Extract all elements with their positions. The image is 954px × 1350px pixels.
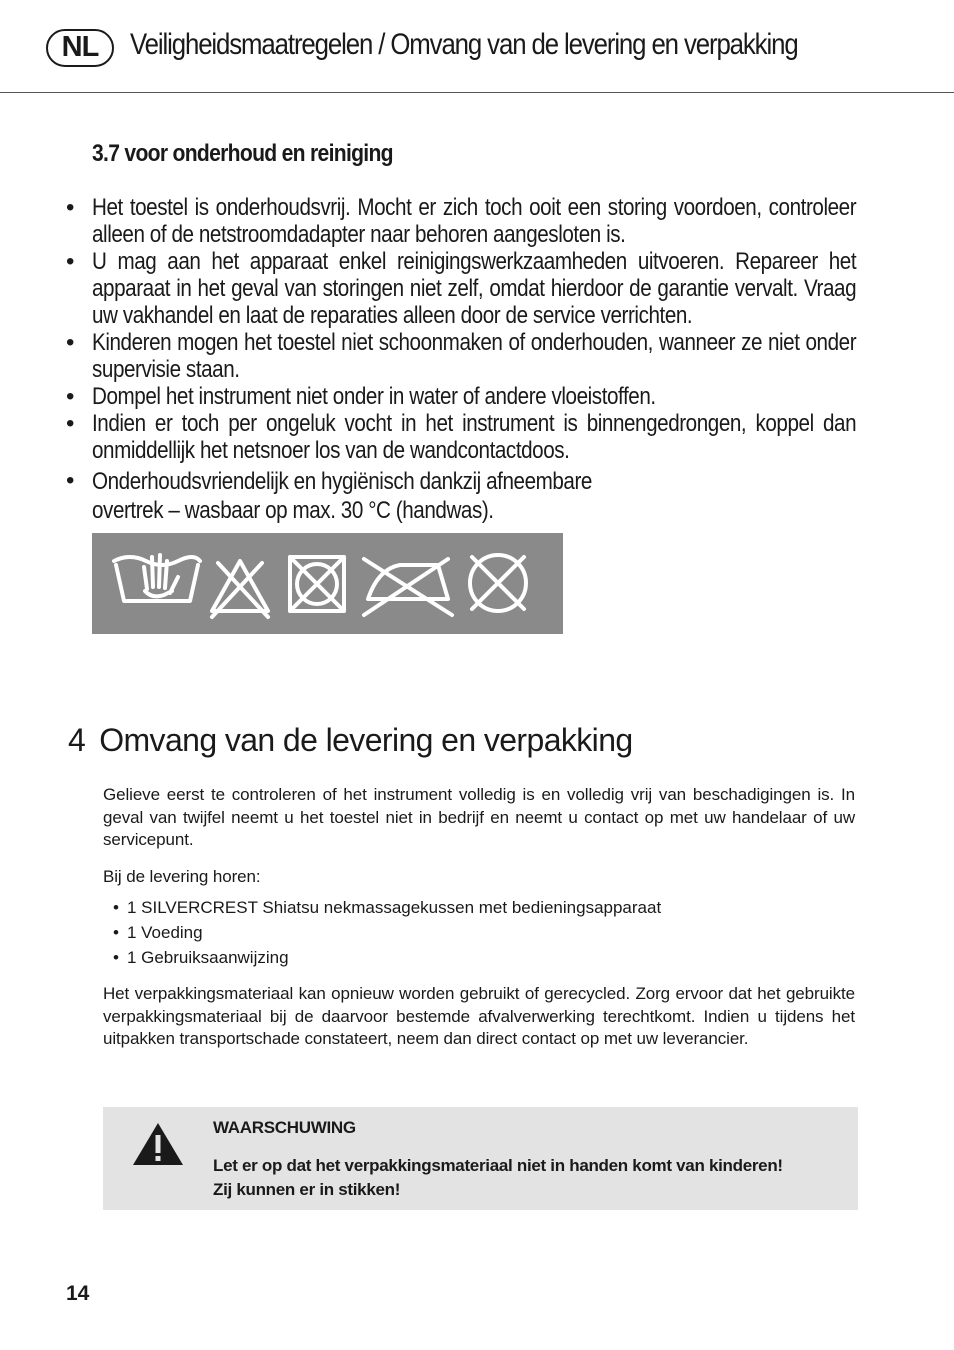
bullet-text: [92, 467, 856, 525]
care-symbols-panel: [92, 533, 563, 634]
intro-paragraph: Gelieve eerst te controleren of het instrument volledig is en volledig vrij van beschadigingen is. In geval van twijfel neemt u het toestel niet in bedrijf en neemt u contact op met uw handelaar of uw servicepunt.: [103, 785, 855, 849]
bullet-item: • Kinderen mogen het toestel niet schoonmaken of onderhouden, wanneer ze niet onder supervisie staan.: [66, 329, 857, 383]
delivery-label: Bij de levering horen:: [103, 867, 261, 886]
bullet-text: U mag aan het apparaat enkel reinigingswerkzaamheden uitvoeren. Repareer het apparaat in het geval van storingen niet zelf, omdat hierdoor de garantie vervalt. Vraag uw vakhandel en laat de reparaties alleen door de service verrichten.: [92, 248, 857, 329]
packaging-paragraph: Het verpakkingsmateriaal kan opnieuw worden gebruikt of gerecycled. Zorg ervoor dat het gebruikte verpakkingsmateriaal bij de daarvoor bestemde afvalverwerking terechtkomt. Indien u tijdens het uitpakken transportschade constateert, neem dan direct contact op met uw leverancier.: [103, 984, 855, 1048]
bullet-item: • Onderhoudsvriendelijk en hygiënisch dankzij afneembare overtrek – wasbaar op max. 30 °C (handwas).: [66, 467, 856, 525]
bullet-text: Indien er toch per ongeluk vocht in het instrument is binnengedrongen, koppel dan onmiddellijk het netsnoer los van de wandcontactdoos.: [92, 410, 857, 464]
section-4-title: [68, 722, 633, 759]
warning-title: WAARSCHUWING: [213, 1118, 356, 1137]
no-iron-icon: [364, 559, 452, 615]
warning-text: [213, 1154, 843, 1202]
page-header: [0, 0, 954, 93]
bullet-item: • U mag aan het apparaat enkel reinigingswerkzaamheden uitvoeren. Repareer het apparaat in het geval van storingen niet zelf, omdat hierdoor de garantie vervalt. Vraag uw vakhandel en laat de reparaties alleen door de service verrichten.: [66, 248, 857, 329]
hand-wash-icon: [114, 555, 200, 601]
bullet-text: Kinderen mogen het toestel niet schoonmaken of onderhouden, wanneer ze niet onder supervisie staan.: [92, 329, 857, 383]
warning-icon: [131, 1121, 185, 1167]
list-item: • 1 SILVERCREST Shiatsu nekmassagekussen met bedieningsapparaat: [113, 898, 662, 917]
bullet-item: • Dompel het instrument niet onder in water of andere vloeistoffen.: [66, 383, 856, 410]
page-number: 14: [66, 1282, 90, 1305]
no-dry-clean-icon: [470, 555, 526, 611]
section-3-7-title: 3.7 voor onderhoud en reiniging: [92, 140, 393, 167]
list-item-text: 1 Gebruiksaanwijzing: [126, 948, 289, 967]
bullet-text: Het toestel is onderhoudsvrij. Mocht er zich toch ooit een storing voordoen, controleer alleen of de netstroomdadapter naar behoren aangesloten is.: [92, 194, 857, 248]
warning-line: Zij kunnen er in stikken!: [213, 1180, 401, 1199]
bullet-item: • Het toestel is onderhoudsvrij. Mocht er zich toch ooit een storing voordoen, controleer alleen of de netstroomdadapter naar behoren aangesloten is.: [66, 194, 857, 248]
maintenance-bullet-list: [66, 194, 856, 525]
list-item: • 1 Voeding: [113, 923, 203, 942]
no-bleach-icon: [212, 561, 268, 617]
warning-line: Let er op dat het verpakkingsmateriaal niet in handen komt van kinderen!: [213, 1156, 783, 1175]
language-badge: NL: [46, 29, 114, 67]
section-number: 4: [68, 722, 86, 758]
page-header-title: Veiligheidsmaatregelen / Omvang van de levering en verpakking: [130, 28, 798, 61]
bullet-text: Dompel het instrument niet onder in water of andere vloeistoffen.: [92, 383, 656, 410]
list-item-text: 1 Voeding: [126, 923, 203, 942]
no-tumble-dry-icon: [290, 557, 344, 611]
delivery-items-list: [113, 895, 661, 970]
warning-box: [103, 1107, 858, 1210]
bullet-line: overtrek – wasbaar op max. 30 °C (handwas).: [92, 497, 494, 524]
bullet-item: • Indien er toch per ongeluk vocht in het instrument is binnengedrongen, koppel dan onmiddellijk het netsnoer los van de wandcontactdoos.: [66, 410, 857, 464]
list-item-text: 1 SILVERCREST Shiatsu nekmassagekussen met bedieningsapparaat: [126, 898, 662, 917]
section-title-text: Omvang van de levering en verpakking: [99, 722, 633, 758]
bullet-line: Onderhoudsvriendelijk en hygiënisch dankzij afneembare: [92, 468, 592, 495]
list-item: • 1 Gebruiksaanwijzing: [113, 948, 289, 967]
